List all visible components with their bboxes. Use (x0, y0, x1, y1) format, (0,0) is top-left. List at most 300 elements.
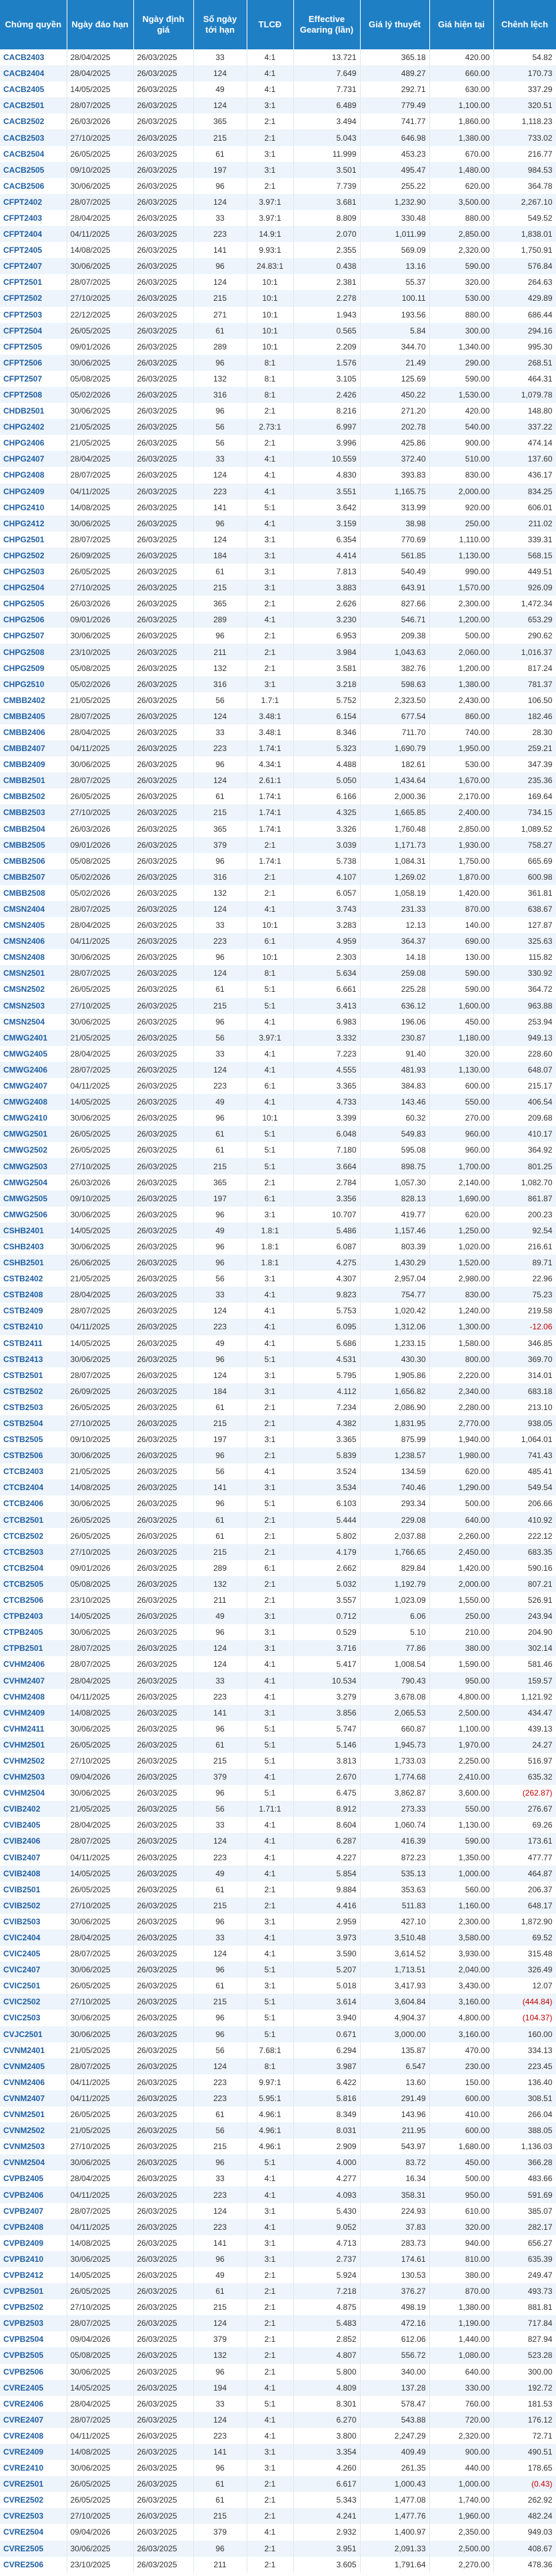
maturity-date-cell: 30/06/2025 (67, 1495, 133, 1511)
warrant-code-cell: CVHM2502 (0, 1753, 67, 1769)
difference-cell: 320.51 (493, 97, 556, 113)
conversion-ratio-cell: 1.8:1 (247, 1239, 293, 1255)
table-row (0, 290, 556, 306)
difference-cell: 339.31 (493, 532, 556, 548)
maturity-date-cell: 27/10/2025 (67, 1994, 133, 2010)
warrant-code-cell: CVRE2504 (0, 2524, 67, 2540)
effective-gearing-cell: 5.854 (293, 1866, 360, 1882)
current-price-cell: 1,290.00 (429, 1479, 493, 1495)
theoretical-price-cell: 1,269.02 (360, 869, 429, 885)
valuation-date-cell: 26/03/2025 (133, 804, 193, 820)
table-row (0, 2074, 556, 2090)
warrant-code-cell: CVRE2408 (0, 2428, 67, 2444)
warrant-code-cell: CHPG2408 (0, 467, 67, 483)
warrant-code-cell: CSTB2503 (0, 1399, 67, 1415)
valuation-date-cell: 26/03/2025 (133, 2524, 193, 2540)
effective-gearing-cell: 7.649 (293, 65, 360, 81)
theoretical-price-cell: 259.08 (360, 965, 429, 981)
days-to-maturity-cell: 124 (193, 2412, 247, 2428)
table-row (0, 1866, 556, 1882)
current-price-cell: 500.00 (429, 628, 493, 644)
warrant-code-cell: CTCB2403 (0, 1463, 67, 1479)
effective-gearing-cell: 5.800 (293, 2364, 360, 2380)
effective-gearing-cell: 2.737 (293, 2251, 360, 2267)
valuation-date-cell: 26/03/2025 (133, 1769, 193, 1785)
valuation-date-cell: 26/03/2025 (133, 1335, 193, 1351)
valuation-date-cell: 26/03/2025 (133, 419, 193, 435)
valuation-date-cell: 26/03/2025 (133, 2364, 193, 2380)
table-row (0, 708, 556, 724)
table-row (0, 274, 556, 290)
days-to-maturity-cell: 33 (193, 917, 247, 933)
effective-gearing-cell: 6.287 (293, 1833, 360, 1849)
warrant-code-cell: CTPB2403 (0, 1608, 67, 1624)
valuation-date-cell: 26/03/2025 (133, 981, 193, 997)
effective-gearing-cell: 4.713 (293, 2235, 360, 2251)
warrant-code-cell: CMSN2501 (0, 965, 67, 981)
maturity-date-cell: 05/08/2025 (67, 371, 133, 387)
difference-cell: 364.72 (493, 981, 556, 997)
current-price-cell: 320.00 (429, 2219, 493, 2235)
difference-cell: 429.89 (493, 290, 556, 306)
effective-gearing-cell: 6.048 (293, 1126, 360, 1142)
conversion-ratio-cell: 14.9:1 (247, 226, 293, 242)
days-to-maturity-cell: 316 (193, 387, 247, 403)
maturity-date-cell: 14/05/2025 (67, 1335, 133, 1351)
theoretical-price-cell: 1,713.51 (360, 1962, 429, 1978)
effective-gearing-cell: 5.444 (293, 1512, 360, 1528)
table-row (0, 1319, 556, 1335)
effective-gearing-cell: 5.018 (293, 1978, 360, 1994)
theoretical-price-cell: 1,400.97 (360, 2524, 429, 2540)
days-to-maturity-cell: 33 (193, 1930, 247, 1946)
maturity-date-cell: 28/07/2025 (67, 1062, 133, 1078)
conversion-ratio-cell: 2:1 (247, 596, 293, 612)
conversion-ratio-cell: 5:1 (247, 1753, 293, 1769)
current-price-cell: 880.00 (429, 307, 493, 323)
valuation-date-cell: 26/03/2025 (133, 2074, 193, 2090)
table-row (0, 1303, 556, 1319)
days-to-maturity-cell: 124 (193, 1303, 247, 1319)
days-to-maturity-cell: 124 (193, 274, 247, 290)
valuation-date-cell: 26/03/2025 (133, 644, 193, 660)
current-price-cell: 810.00 (429, 2251, 493, 2267)
warrant-code-cell: CVPB2505 (0, 2347, 67, 2363)
effective-gearing-cell: 5.839 (293, 1447, 360, 1463)
difference-cell: 204.90 (493, 1624, 556, 1640)
days-to-maturity-cell: 215 (193, 2508, 247, 2524)
days-to-maturity-cell: 33 (193, 1287, 247, 1303)
days-to-maturity-cell: 96 (193, 1447, 247, 1463)
theoretical-price-cell: 271.20 (360, 403, 429, 419)
valuation-date-cell: 26/03/2025 (133, 2508, 193, 2524)
conversion-ratio-cell: 4:1 (247, 1319, 293, 1335)
conversion-ratio-cell: 1.74:1 (247, 740, 293, 756)
difference-cell: 264.63 (493, 274, 556, 290)
table-row (0, 740, 556, 756)
days-to-maturity-cell: 61 (193, 323, 247, 339)
days-to-maturity-cell: 49 (193, 81, 247, 97)
days-to-maturity-cell: 379 (193, 2524, 247, 2540)
current-price-cell: 870.00 (429, 2283, 493, 2299)
warrant-code-cell: CACB2502 (0, 113, 67, 129)
table-row (0, 1479, 556, 1495)
conversion-ratio-cell: 4:1 (247, 484, 293, 500)
effective-gearing-cell: 6.983 (293, 1014, 360, 1030)
theoretical-price-cell: 425.86 (360, 435, 429, 451)
maturity-date-cell: 28/07/2025 (67, 708, 133, 724)
days-to-maturity-cell: 124 (193, 965, 247, 981)
effective-gearing-cell: 3.984 (293, 644, 360, 660)
valuation-date-cell: 26/03/2025 (133, 516, 193, 532)
effective-gearing-cell: 4.241 (293, 2508, 360, 2524)
effective-gearing-cell: 0.565 (293, 323, 360, 339)
valuation-date-cell: 26/03/2025 (133, 81, 193, 97)
table-row (0, 113, 556, 129)
current-price-cell: 1,240.00 (429, 1303, 493, 1319)
maturity-date-cell: 28/07/2025 (67, 1656, 133, 1672)
difference-cell: 337.29 (493, 81, 556, 97)
effective-gearing-cell: 4.000 (293, 2154, 360, 2170)
days-to-maturity-cell: 223 (193, 2090, 247, 2106)
maturity-date-cell: 14/05/2025 (67, 1866, 133, 1882)
valuation-date-cell: 26/03/2025 (133, 1512, 193, 1528)
theoretical-price-cell: 898.75 (360, 1158, 429, 1174)
days-to-maturity-cell: 379 (193, 837, 247, 853)
conversion-ratio-cell: 2:1 (247, 2508, 293, 2524)
conversion-ratio-cell: 3:1 (247, 548, 293, 564)
current-price-cell: 1,980.00 (429, 1447, 493, 1463)
difference-cell: 215.17 (493, 1078, 556, 1094)
table-row (0, 1640, 556, 1656)
theoretical-price-cell: 875.99 (360, 1431, 429, 1447)
table-row (0, 1030, 556, 1046)
maturity-date-cell: 30/06/2025 (67, 2541, 133, 2557)
table-row (0, 1367, 556, 1383)
days-to-maturity-cell: 211 (193, 644, 247, 660)
conversion-ratio-cell: 10:1 (247, 1110, 293, 1126)
valuation-date-cell: 26/03/2025 (133, 49, 193, 65)
effective-gearing-cell: 2.355 (293, 242, 360, 258)
valuation-date-cell: 26/03/2025 (133, 1094, 193, 1110)
table-row (0, 2396, 556, 2412)
current-price-cell: 600.00 (429, 2090, 493, 2106)
difference-cell: 827.94 (493, 2331, 556, 2347)
warrant-code-cell: CHPG2406 (0, 435, 67, 451)
conversion-ratio-cell: 3:1 (247, 1271, 293, 1287)
conversion-ratio-cell: 2:1 (247, 1512, 293, 1528)
warrant-code-cell: CSTB2502 (0, 1383, 67, 1399)
current-price-cell: 2,320.00 (429, 2428, 493, 2444)
valuation-date-cell: 26/03/2025 (133, 772, 193, 788)
valuation-date-cell: 26/03/2025 (133, 339, 193, 355)
valuation-date-cell: 26/03/2025 (133, 2315, 193, 2331)
current-price-cell: 900.00 (429, 2444, 493, 2460)
effective-gearing-cell: 5.924 (293, 2267, 360, 2283)
effective-gearing-cell: 9.884 (293, 1882, 360, 1898)
conversion-ratio-cell: 4:1 (247, 901, 293, 917)
valuation-date-cell: 26/03/2025 (133, 2380, 193, 2396)
theoretical-price-cell: 2,091.33 (360, 2541, 429, 2557)
current-price-cell: 860.00 (429, 708, 493, 724)
effective-gearing-cell: 4.093 (293, 2186, 360, 2202)
difference-cell: 24.27 (493, 1737, 556, 1753)
maturity-date-cell: 27/10/2025 (67, 804, 133, 820)
conversion-ratio-cell: 3:1 (247, 532, 293, 548)
maturity-date-cell: 21/05/2025 (67, 1801, 133, 1817)
effective-gearing-cell: 6.154 (293, 708, 360, 724)
conversion-ratio-cell: 7.68:1 (247, 2042, 293, 2058)
conversion-ratio-cell: 4:1 (247, 2412, 293, 2428)
warrant-code-cell: CTCB2505 (0, 1576, 67, 1592)
table-row (0, 419, 556, 435)
theoretical-price-cell: 1,434.64 (360, 772, 429, 788)
difference-cell: 741.43 (493, 1447, 556, 1463)
valuation-date-cell: 26/03/2025 (133, 97, 193, 113)
difference-cell: 590.16 (493, 1560, 556, 1576)
difference-cell: 290.62 (493, 628, 556, 644)
valuation-date-cell: 26/03/2025 (133, 387, 193, 403)
maturity-date-cell: 04/11/2025 (67, 2186, 133, 2202)
header-warrant-code: Chứng quyền (0, 0, 67, 49)
maturity-date-cell: 04/11/2025 (67, 740, 133, 756)
conversion-ratio-cell: 4:1 (247, 1062, 293, 1078)
valuation-date-cell: 26/03/2025 (133, 1737, 193, 1753)
warrant-code-cell: CMWG2506 (0, 1207, 67, 1223)
conversion-ratio-cell: 3.48:1 (247, 724, 293, 740)
warrant-code-cell: CVRE2405 (0, 2380, 67, 2396)
valuation-date-cell: 26/03/2025 (133, 2138, 193, 2154)
maturity-date-cell: 30/06/2025 (67, 1351, 133, 1367)
warrant-code-cell: CSHB2501 (0, 1255, 67, 1271)
valuation-date-cell: 26/03/2025 (133, 676, 193, 692)
effective-gearing-cell: 5.816 (293, 2090, 360, 2106)
maturity-date-cell: 04/11/2025 (67, 484, 133, 500)
valuation-date-cell: 26/03/2025 (133, 1721, 193, 1737)
difference-cell: 734.15 (493, 804, 556, 820)
table-row (0, 1882, 556, 1898)
current-price-cell: 1,970.00 (429, 1737, 493, 1753)
days-to-maturity-cell: 96 (193, 1785, 247, 1801)
warrant-code-cell: CACB2504 (0, 146, 67, 162)
valuation-date-cell: 26/03/2025 (133, 1495, 193, 1511)
maturity-date-cell: 27/10/2025 (67, 1898, 133, 1914)
valuation-date-cell: 26/03/2025 (133, 628, 193, 644)
conversion-ratio-cell: 2:1 (247, 2492, 293, 2508)
days-to-maturity-cell: 33 (193, 1046, 247, 1062)
current-price-cell: 620.00 (429, 1207, 493, 1223)
table-row (0, 2010, 556, 2026)
table-row (0, 1447, 556, 1463)
conversion-ratio-cell: 5:1 (247, 1721, 293, 1737)
difference-cell: 266.04 (493, 2106, 556, 2122)
warrant-code-cell: CVJC2501 (0, 2026, 67, 2042)
theoretical-price-cell: 1,020.42 (360, 1303, 429, 1319)
table-row (0, 2170, 556, 2186)
warrant-code-cell: CMWG2408 (0, 1094, 67, 1110)
effective-gearing-cell: 10.559 (293, 451, 360, 467)
effective-gearing-cell: 4.382 (293, 1415, 360, 1431)
theoretical-price-cell: 540.49 (360, 564, 429, 580)
conversion-ratio-cell: 2.73:1 (247, 419, 293, 435)
conversion-ratio-cell: 4:1 (247, 1817, 293, 1833)
table-row (0, 1656, 556, 1672)
warrant-code-cell: CACB2503 (0, 129, 67, 145)
theoretical-price-cell: 1,430.29 (360, 1255, 429, 1271)
maturity-date-cell: 04/11/2025 (67, 1689, 133, 1705)
conversion-ratio-cell: 2:1 (247, 644, 293, 660)
current-price-cell: 1,110.00 (429, 532, 493, 548)
theoretical-price-cell: 3,614.52 (360, 1946, 429, 1962)
effective-gearing-cell: 0.671 (293, 2026, 360, 2042)
theoretical-price-cell: 37.83 (360, 2219, 429, 2235)
warrant-code-cell: CVIC2503 (0, 2010, 67, 2026)
difference-cell: 801.25 (493, 1158, 556, 1174)
maturity-date-cell: 14/05/2025 (67, 2267, 133, 2283)
maturity-date-cell: 21/05/2025 (67, 692, 133, 708)
difference-cell: 474.14 (493, 435, 556, 451)
theoretical-price-cell: 409.49 (360, 2444, 429, 2460)
days-to-maturity-cell: 124 (193, 65, 247, 81)
warrant-code-cell: CVPB2503 (0, 2315, 67, 2331)
days-to-maturity-cell: 124 (193, 1833, 247, 1849)
valuation-date-cell: 26/03/2025 (133, 949, 193, 965)
difference-cell: 635.32 (493, 1769, 556, 1785)
difference-cell: 347.39 (493, 756, 556, 772)
table-row (0, 2235, 556, 2251)
difference-cell: 176.12 (493, 2412, 556, 2428)
days-to-maturity-cell: 215 (193, 290, 247, 306)
conversion-ratio-cell: 3:1 (247, 1207, 293, 1223)
maturity-date-cell: 21/05/2025 (67, 1030, 133, 1046)
days-to-maturity-cell: 223 (193, 226, 247, 242)
warrant-code-cell: CMWG2405 (0, 1046, 67, 1062)
conversion-ratio-cell: 10:1 (247, 339, 293, 355)
conversion-ratio-cell: 2:1 (247, 1447, 293, 1463)
warrant-code-cell: CSTB2409 (0, 1303, 67, 1319)
difference-cell: 1,136.03 (493, 2138, 556, 2154)
difference-cell: 1,016.37 (493, 644, 556, 660)
valuation-date-cell: 26/03/2025 (133, 2026, 193, 2042)
theoretical-price-cell: 209.38 (360, 628, 429, 644)
valuation-date-cell: 26/03/2025 (133, 1415, 193, 1431)
table-row (0, 1994, 556, 2010)
current-price-cell: 1,690.00 (429, 1191, 493, 1207)
difference-cell: 364.92 (493, 1142, 556, 1158)
theoretical-price-cell: 1,060.74 (360, 1817, 429, 1833)
warrant-code-cell: CMBB2504 (0, 821, 67, 837)
conversion-ratio-cell: 2:1 (247, 2347, 293, 2363)
effective-gearing-cell: 5.738 (293, 853, 360, 869)
conversion-ratio-cell: 2:1 (247, 2299, 293, 2315)
difference-cell: 300.00 (493, 2364, 556, 2380)
valuation-date-cell: 26/03/2025 (133, 933, 193, 949)
theoretical-price-cell: 293.34 (360, 1495, 429, 1511)
current-price-cell: 920.00 (429, 500, 493, 516)
conversion-ratio-cell: 2:1 (247, 2364, 293, 2380)
maturity-date-cell: 30/06/2025 (67, 2251, 133, 2267)
theoretical-price-cell: 6.06 (360, 1608, 429, 1624)
current-price-cell: 1,550.00 (429, 1592, 493, 1608)
warrant-code-cell: CVRE2506 (0, 2557, 67, 2573)
warrant-code-cell: CTCB2503 (0, 1544, 67, 1560)
difference-cell: 733.02 (493, 129, 556, 145)
effective-gearing-cell: 6.422 (293, 2074, 360, 2090)
current-price-cell: 590.00 (429, 981, 493, 997)
days-to-maturity-cell: 132 (193, 371, 247, 387)
conversion-ratio-cell: 3:1 (247, 97, 293, 113)
difference-cell: 181.53 (493, 2396, 556, 2412)
warrant-code-cell: CVHM2408 (0, 1689, 67, 1705)
conversion-ratio-cell: 4:1 (247, 2186, 293, 2202)
table-row (0, 692, 556, 708)
theoretical-price-cell: 511.83 (360, 1898, 429, 1914)
conversion-ratio-cell: 2:1 (247, 2315, 293, 2331)
warrant-code-cell: CSTB2504 (0, 1415, 67, 1431)
maturity-date-cell: 30/06/2025 (67, 516, 133, 532)
warrant-code-cell: CFPT2507 (0, 371, 67, 387)
table-row (0, 1785, 556, 1801)
theoretical-price-cell: 543.88 (360, 2412, 429, 2428)
table-row (0, 2042, 556, 2058)
conversion-ratio-cell: 2:1 (247, 403, 293, 419)
table-row (0, 1110, 556, 1126)
days-to-maturity-cell: 132 (193, 885, 247, 901)
conversion-ratio-cell: 8:1 (247, 355, 293, 371)
difference-cell: 439.13 (493, 1721, 556, 1737)
current-price-cell: 1,680.00 (429, 2138, 493, 2154)
maturity-date-cell: 09/01/2026 (67, 339, 133, 355)
theoretical-price-cell: 1,791.64 (360, 2557, 429, 2573)
warrant-code-cell: CVHM2411 (0, 1721, 67, 1737)
warrant-code-cell: CVIC2502 (0, 1994, 67, 2010)
effective-gearing-cell: 4.531 (293, 1351, 360, 1367)
theoretical-price-cell: 872.23 (360, 1850, 429, 1866)
current-price-cell: 2,340.00 (429, 1383, 493, 1399)
maturity-date-cell: 28/07/2025 (67, 965, 133, 981)
valuation-date-cell: 26/03/2025 (133, 194, 193, 210)
maturity-date-cell: 14/05/2025 (67, 1094, 133, 1110)
difference-cell: 600.98 (493, 869, 556, 885)
conversion-ratio-cell: 3:1 (247, 2444, 293, 2460)
warrant-code-cell: CMBB2505 (0, 837, 67, 853)
current-price-cell: 2,500.00 (429, 2541, 493, 2557)
days-to-maturity-cell: 96 (193, 2460, 247, 2476)
valuation-date-cell: 26/03/2025 (133, 1640, 193, 1656)
table-row (0, 660, 556, 676)
valuation-date-cell: 26/03/2025 (133, 1207, 193, 1223)
effective-gearing-cell: 6.270 (293, 2412, 360, 2428)
difference-cell: 1,472.34 (493, 596, 556, 612)
conversion-ratio-cell: 2:1 (247, 1882, 293, 1898)
effective-gearing-cell: 4.325 (293, 804, 360, 820)
warrant-code-cell: CSTB2506 (0, 1447, 67, 1463)
valuation-date-cell: 26/03/2025 (133, 1239, 193, 1255)
valuation-date-cell: 26/03/2025 (133, 1850, 193, 1866)
days-to-maturity-cell: 124 (193, 194, 247, 210)
effective-gearing-cell: 4.555 (293, 1062, 360, 1078)
maturity-date-cell: 26/05/2025 (67, 1978, 133, 1994)
current-price-cell: 420.00 (429, 403, 493, 419)
theoretical-price-cell: 2,086.90 (360, 1399, 429, 1415)
difference-cell: 1,082.70 (493, 1175, 556, 1191)
warrant-code-cell: CFPT2502 (0, 290, 67, 306)
days-to-maturity-cell: 124 (193, 1367, 247, 1383)
current-price-cell: 1,000.00 (429, 2476, 493, 2492)
days-to-maturity-cell: 61 (193, 1512, 247, 1528)
maturity-date-cell: 27/10/2025 (67, 1158, 133, 1174)
days-to-maturity-cell: 197 (193, 1191, 247, 1207)
